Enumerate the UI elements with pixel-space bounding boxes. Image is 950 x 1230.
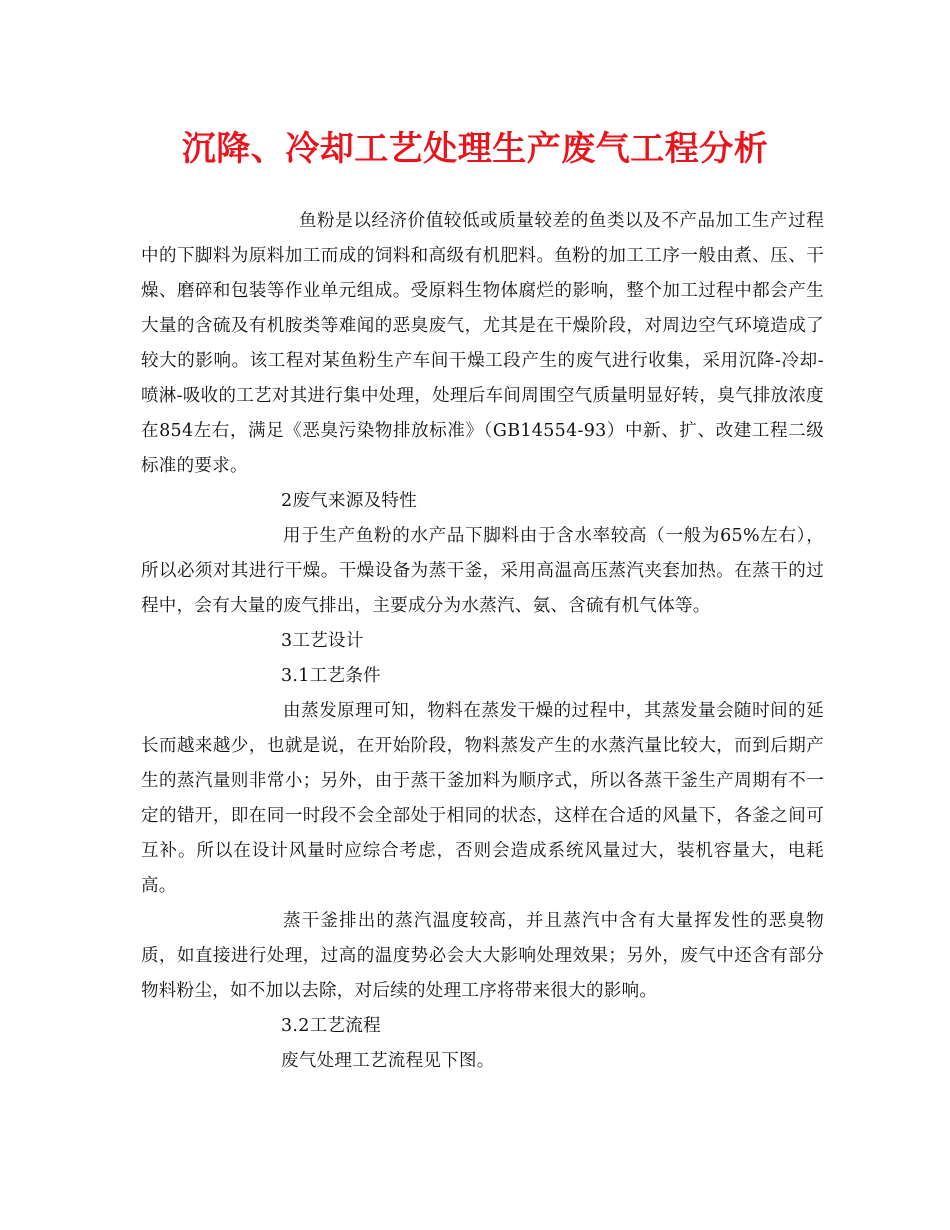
section-3-heading: 3工艺设计	[281, 631, 364, 651]
intro-paragraph: 鱼粉是以经济价值较低或质量较差的鱼类以及不产品加工生产过程中的下脚料为原料加工而成的饲料和高级有机肥料。鱼粉的加工工序一般由煮、压、干燥、磨碎和包装等作业单元组成。受原料生物体腐烂的影响，整个加工过程中都会产生大量的含硫及有机胺类等难闻的恶臭废气，尤其是在干燥阶段，对周边空气环境造成了较大的影响。该工程对某鱼粉生产车间干燥工段产生的废气进行收集，采用沉降-冷却-喷淋-吸收的工艺对其进行集中处理，处理后车间周围空气质量明显好转，臭气排放浓度在854左右，满足《恶臭污染物排放标准》（GB14554-93）中新、扩、改建工程二级标准的要求。	[141, 211, 824, 476]
section-2-heading: 2废气来源及特性	[281, 491, 418, 511]
section-3-2-paragraph: 废气处理工艺流程见下图。	[281, 1051, 495, 1071]
section-3-2-heading: 3.2工艺流程	[281, 1016, 381, 1036]
document-body	[141, 204, 824, 1079]
section-2-paragraph: 用于生产鱼粉的水产品下脚料由于含水率较高（一般为65%左右），所以必须对其进行干燥。干燥设备为蒸干釜，采用高温高压蒸汽夹套加热。在蒸干的过程中，会有大量的废气排出，主要成分为水蒸汽、氨、含硫有机气体等。	[141, 526, 824, 616]
section-3-1-paragraph-1: 由蒸发原理可知，物料在蒸发干燥的过程中，其蒸发量会随时间的延长而越来越少，也就是说，在开始阶段，物料蒸发产生的水蒸汽量比较大，而到后期产生的蒸汽量则非常小；另外，由于蒸干釜加料为顺序式，所以各蒸干釜生产周期有不一定的错开，即在同一时段不会全部处于相同的状态，这样在合适的风量下，各釜之间可互补。所以在设计风量时应综合考虑，否则会造成系统风量过大，装机容量大，电耗高。	[141, 701, 824, 896]
section-3-1-heading: 3.1工艺条件	[281, 666, 381, 686]
section-3-1-paragraph-2: 蒸干釜排出的蒸汽温度较高，并且蒸汽中含有大量挥发性的恶臭物质，如直接进行处理，过高的温度势必会大大影响处理效果；另外，废气中还含有部分物料粉尘，如不加以去除，对后续的处理工序将带来很大的影响。	[141, 911, 824, 1001]
document-title: 沉降、冷却工艺处理生产废气工程分析	[181, 129, 769, 169]
